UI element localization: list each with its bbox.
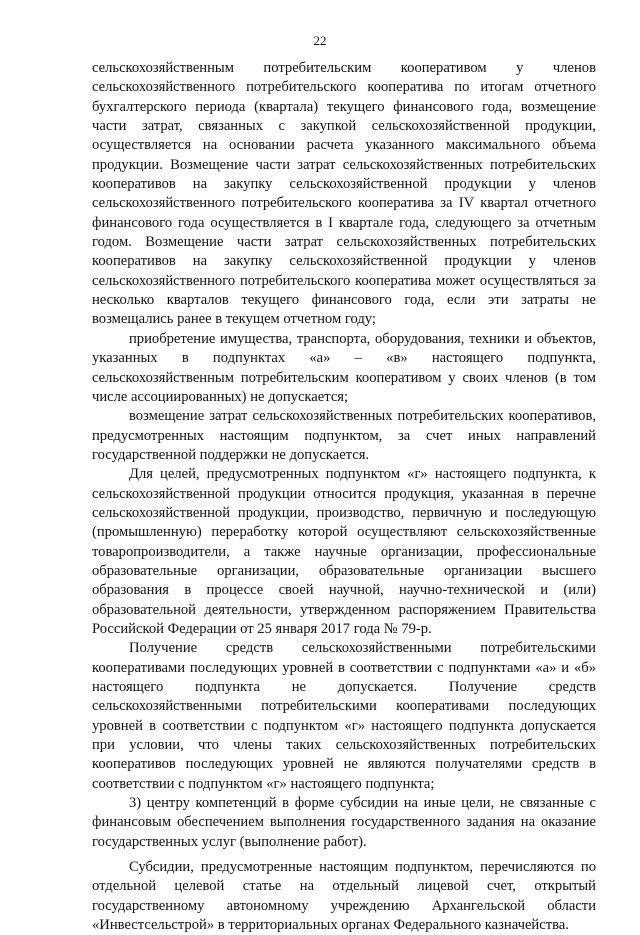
paragraph-continuation: сельскохозяйственным потребительским кооперативом у членов сельскохозяйственного потребительского кооператива по итогам отчетного бухгалтерского периода (квартала) текущего финансового года, возмещение части затрат, связанных с закупкой сельскохозяйственной продукции, осуществляется на основании расчета указанного максимального объема продукции. Возмещение части затрат сельскохозяйственных потребительских кооперативов на закупку сельскохозяйственной продукции у членов сельскохозяйственного потребительского кооператива за IV квартал отчетного финансового года осуществляется в I квартале года, следующего за отчетным годом. Возмещение части затрат сельскохозяйственных потребительских кооперативов на закупку сельскохозяйственной продукции у членов сельскохозяйственного потребительского кооператива может осуществляться за несколько кварталов текущего финансового года, если эти затраты не возмещались ранее в текущем отчетном году; <box>92 60 596 328</box>
paragraph-subsidy-transfer: Субсидии, предусмотренные настоящим подпунктом, перечисляются по отдельной целевой статье на отдельный лицевой счет, открытый государственному автономному учреждению Архангельской области «Инвестсельстрой» в территориальных органах Федерального казначейства. <box>92 859 596 934</box>
document-body <box>92 59 596 935</box>
page-number: 22 <box>313 33 327 48</box>
paragraph-later-level-cooperatives: Получение средств сельскохозяйственными потребительскими кооперативами последующих уровней в соответствии с подпунктами «а» и «б» настоящего подпункта не допускается. Получение средств сельскохозяйственными потребительскими кооперативами последующих уровней в соответствии с подпунктом «г» настоящего подпункта допускается при условии, что члены таких сельскохозяйственных потребительских кооперативов последующих уровней не являются получателями средств в соответствии с подпунктом «г» настоящего подпункта; <box>92 640 596 792</box>
paragraph-acquisition-restriction: приобретение имущества, транспорта, оборудования, техники и объектов, указанных в подпунктах «а» – «в» настоящего подпункта, сельскохозяйственным потребительским кооперативом у своих членов (в том числе ассоциированных) не допускается; <box>92 330 596 405</box>
paragraph-agricultural-products-definition: Для целей, предусмотренных подпунктом «г» настоящего подпункта, к сельскохозяйственной продукции относится продукция, указанная в перечне сельскохозяйственной продукции, производство, первичную и последующую (промышленную) переработку которой осуществляют сельскохозяйственные товаропроизводители, а также научные организации, профессиональные образовательные организации, образовательные организации высшего образования в процессе своей научной, научно-технической и (или) образовательной деятельности, утвержденном распоряжением Правительства Российской Федерации от 25 января 2017 года № 79-р. <box>92 466 596 637</box>
paragraph-cost-reimbursement-restriction: возмещение затрат сельскохозяйственных потребительских кооперативов, предусмотренных настоящим подпунктом, за счет иных направлений государственной поддержки не допускается. <box>92 408 596 463</box>
paragraph-competence-center: 3) центру компетенций в форме субсидии на иные цели, не связанные с финансовым обеспечением выполнения государственного задания на оказание государственных услуг (выполнение работ). <box>92 795 596 850</box>
